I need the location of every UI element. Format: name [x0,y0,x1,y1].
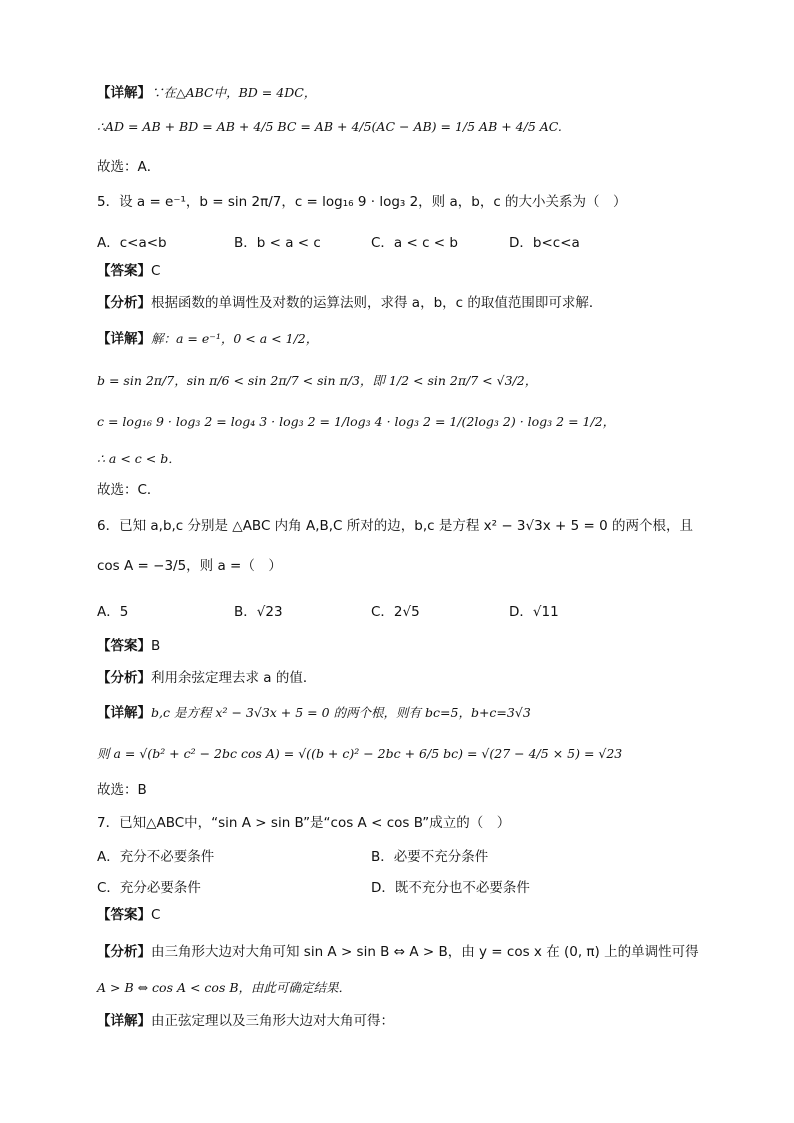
q5-option-c: C．a < c < b [371,235,458,251]
q4-detail-line1 [97,84,316,102]
detail-tag: 【详解】 [97,1013,151,1029]
answer-tag: 【答案】 [97,638,151,654]
q6-answer-value: B [151,638,161,654]
q6-option-a: A．5 [97,604,129,620]
q5-choose: 故选：C． [97,482,161,498]
q6-detail-line2: 则 a = √(b² + c² − 2bc cos A) = √((b + c)² − 2bc + 6/5 bc) = √(27 − 4/5 × 5) = √23 [97,746,623,761]
q5-option-a: A．c<a<b [97,235,167,251]
q7-detail-line1 [97,1012,394,1030]
q6-detail-text1: b,c 是方程 x² − 3√3x + 5 = 0 的两个根，则有 bc=5，b+c=3√3 [151,705,531,720]
q7-option-b: B．必要不充分条件 [371,849,489,865]
answer-tag: 【答案】 [97,263,151,279]
analysis-tag: 【分析】 [97,944,151,960]
q7-analysis-line2: A > B ⇔ cos A < cos B，由此可确定结果． [97,980,352,995]
q7-detail-text1: 由正弦定理以及三角形大边对大角可得： [151,1013,394,1029]
answer-tag: 【答案】 [97,907,151,923]
q5-analysis [97,294,602,312]
q7-analysis-line1 [97,943,699,961]
q6-analysis-text: 利用余弦定理去求 a 的值． [151,670,317,686]
q6-choose: 故选：B [97,782,147,798]
q5-option-d: D．b<c<a [509,235,580,251]
q5-answer [97,262,160,280]
analysis-tag: 【分析】 [97,670,151,686]
q5-option-b: B．b < a < c [234,235,321,251]
q7-option-a: A．充分不必要条件 [97,849,215,865]
q5-answer-value: C [151,263,161,279]
q6-option-d: D．√11 [509,604,559,620]
q6-option-c: C．2√5 [371,604,420,620]
q5-detail-line2: b = sin 2π/7，sin π/6 < sin 2π/7 < sin π/3，即 1/2 < sin 2π/7 < √3/2， [97,373,538,388]
q7-option-c: C．充分必要条件 [97,880,201,896]
q5-analysis-text: 根据函数的单调性及对数的运算法则，求得 a，b，c 的取值范围即可求解． [151,295,603,311]
q6-stem1: 6．已知 a,b,c 分别是 △ABC 内角 A,B,C 所对的边，b,c 是方程 x² − 3√3x + 5 = 0 的两个根，且 [97,518,693,534]
q7-answer-value: C [151,907,161,923]
q5-detail-line4: ∴ a < c < b． [97,451,181,466]
q7-analysis-text1: 由三角形大边对大角可知 sin A > sin B ⇔ A > B，由 y = cos x 在 (0, π) 上的单调性可得 [151,944,699,960]
detail-tag: 【详解】 [97,331,151,347]
q6-analysis [97,669,316,687]
q5-stem: 5．设 a = e⁻¹，b = sin 2π/7，c = log₁₆ 9 · log₃ 2，则 a，b，c 的大小关系为（ ） [97,194,627,210]
q7-option-d: D．既不充分也不必要条件 [371,880,530,896]
q7-answer [97,906,160,924]
q4-detail-text1: ∵在△ABC中，BD = 4DC， [151,85,317,100]
q5-detail-line1 [97,330,318,348]
q5-detail-line3: c = log₁₆ 9 · log₃ 2 = log₄ 3 · log₃ 2 = 1/log₃ 4 · log₃ 2 = 1/(2log₃ 2) · log₃ 2 = 1/2， [97,414,616,429]
q6-answer [97,637,160,655]
detail-tag: 【详解】 [97,85,151,101]
q5-detail-text1: 解：a = e⁻¹，0 < a < 1/2， [151,331,319,346]
q4-detail-line2: ∴AD = AB + BD = AB + 4/5 BC = AB + 4/5(AC − AB) = 1/5 AB + 4/5 AC. [97,119,562,134]
q6-stem2: cos A = −3/5，则 a =（ ） [97,558,282,574]
detail-tag: 【详解】 [97,705,151,721]
q6-option-b: B．√23 [234,604,283,620]
analysis-tag: 【分析】 [97,295,151,311]
q6-detail-line1 [97,704,531,722]
q7-stem: 7．已知△ABC中，“sin A > sin B”是“cos A < cos B”成立的（ ） [97,815,511,831]
q4-choose: 故选：A． [97,159,161,175]
